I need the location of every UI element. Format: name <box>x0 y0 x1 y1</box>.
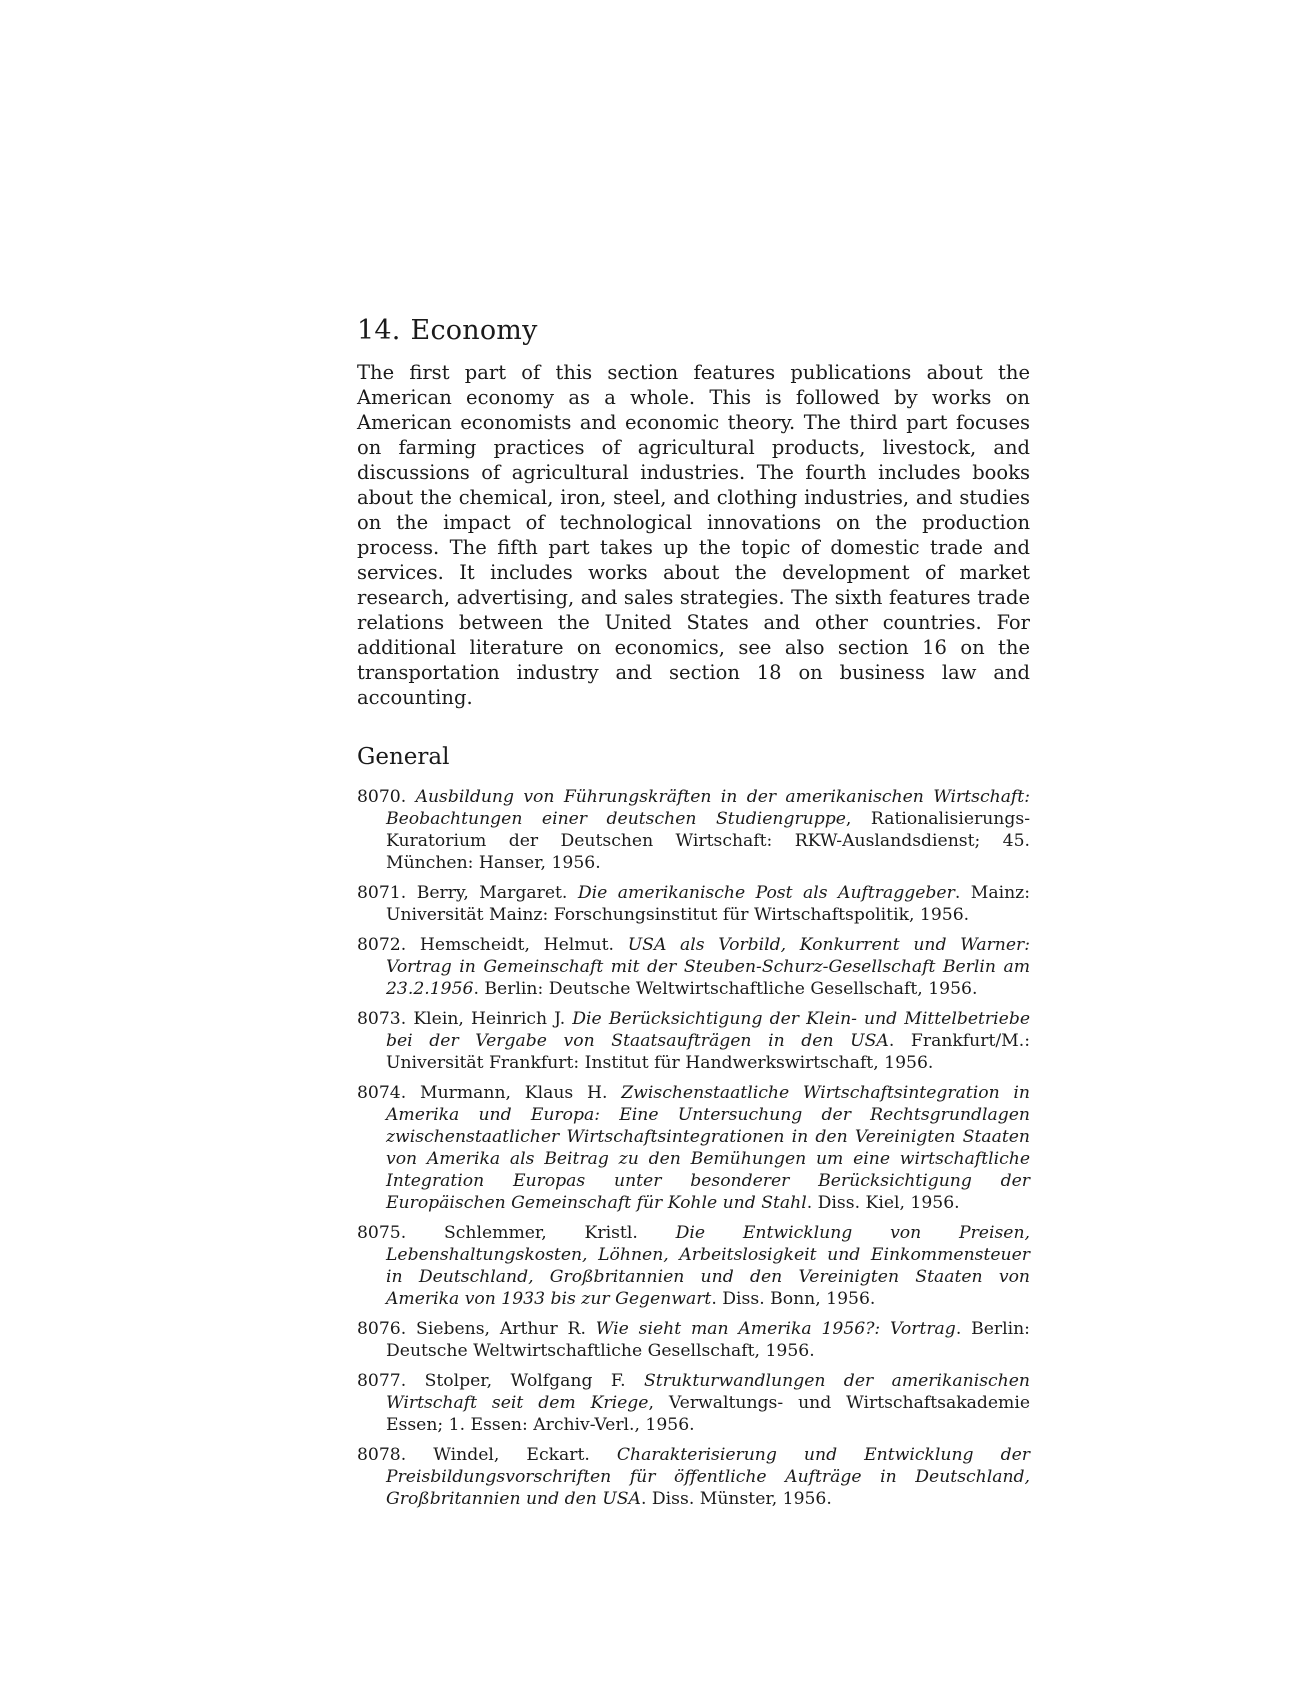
entry-number: 8074. <box>357 1083 407 1103</box>
bibliography-entry <box>357 786 1030 874</box>
entry-author: Windel, Eckart. <box>433 1445 590 1465</box>
entry-number: 8071. <box>357 883 407 903</box>
bibliography-entry <box>357 1082 1030 1214</box>
entry-author: Berry, Margaret. <box>416 883 568 903</box>
bibliography-entry <box>357 1008 1030 1074</box>
section-number: 14. <box>357 315 401 346</box>
entry-author: Hemscheidt, Helmut. <box>419 935 614 955</box>
entry-title: Strukturwandlungen der amerikanischen Wirtschaft seit dem Kriege <box>386 1371 1030 1413</box>
entry-publication: , Rationalisierungs-Kuratorium der Deutschen Wirtschaft: RKW-Auslandsdienst; 45. München: Hanser, 1956. <box>386 809 1030 873</box>
entry-number: 8073. <box>357 1009 407 1029</box>
entry-author: Murmann, Klaus H. <box>419 1083 608 1103</box>
entry-title: USA als Vorbild, Konkurrent und Warner: Vortrag in Gemeinschaft mit der Steuben-Schurz-Gesellschaft Berlin am 23.2.1956 <box>386 935 1031 999</box>
bibliography-list <box>357 786 1030 1510</box>
entry-author: Schlemmer, Kristl. <box>444 1223 638 1243</box>
bibliography-entry <box>357 1222 1030 1310</box>
bibliography-entry <box>357 1318 1030 1362</box>
entry-publication: . Berlin: Deutsche Weltwirtschaftliche Gesellschaft, 1956. <box>473 979 978 999</box>
entry-title: Charakterisierung und Entwicklung der Preisbildungsvorschriften für öffentliche Aufträge in Deutschland, Großbritannien und den USA <box>386 1445 1030 1509</box>
section-title: Economy <box>410 315 538 346</box>
entry-number: 8070. <box>357 787 407 807</box>
entry-publication: . Frankfurt/M.: Universität Frankfurt: Institut für Handwerkswirtschaft, 1956. <box>386 1031 1030 1073</box>
entry-number: 8076. <box>357 1319 407 1339</box>
entry-title: Wie sieht man Amerika 1956?: Vortrag <box>595 1319 956 1339</box>
entry-publication: . Diss. Bonn, 1956. <box>711 1289 876 1309</box>
entry-title: Die amerikanische Post als Auftraggeber <box>577 883 955 903</box>
entry-publication: , Verwaltungs- und Wirtschaftsakademie Essen; 1. Essen: Archiv-Verl., 1956. <box>386 1393 1030 1435</box>
page-content <box>357 312 1030 1518</box>
entry-publication: . Mainz: Universität Mainz: Forschungsinstitut für Wirtschaftspolitik, 1956. <box>386 883 1031 925</box>
entry-title: Die Berücksichtigung der Klein- und Mittelbetriebe bei der Vergabe von Staatsaufträgen in den USA <box>386 1009 1030 1051</box>
entry-number: 8077. <box>357 1371 407 1391</box>
entry-title: Zwischenstaatliche Wirtschaftsintegration in Amerika und Europa: Eine Untersuchung der Rechtsgrundlagen zwischenstaatlicher Wirtschaftsintegrationen in den Vereinigten Staaten von Amerika als Beitrag zu den Bemühungen um eine wirtschaftliche Integration Europas unter besonderer Berücksichtigung der Europäischen Gemeinschaft für Kohle und Stahl <box>386 1083 1030 1213</box>
entry-title: Die Entwicklung von Preisen, Lebenshaltungskosten, Löhnen, Arbeitslosigkeit und Einkommensteuer in Deutschland, Großbritannien und den Vereinigten Staaten von Amerika von 1933 bis zur Gegenwart <box>386 1223 1030 1309</box>
entry-author: Siebens, Arthur R. <box>416 1319 586 1339</box>
bibliography-entry <box>357 882 1030 926</box>
entry-author: Klein, Heinrich J. <box>413 1009 566 1029</box>
entry-number: 8078. <box>357 1445 407 1465</box>
bibliography-entry <box>357 934 1030 1000</box>
entry-number: 8075. <box>357 1223 407 1243</box>
entry-publication: . Diss. Münster, 1956. <box>640 1489 832 1509</box>
bibliography-entry <box>357 1444 1030 1510</box>
entry-author: Stolper, Wolfgang F. <box>424 1371 626 1391</box>
entry-number: 8072. <box>357 935 407 955</box>
subsection-heading: General <box>357 744 450 770</box>
entry-publication: . Diss. Kiel, 1956. <box>806 1193 960 1213</box>
bibliography-entry <box>357 1370 1030 1436</box>
section-heading <box>357 312 1030 350</box>
entry-publication: . Berlin: Deutsche Weltwirtschaftliche Gesellschaft, 1956. <box>386 1319 1030 1361</box>
section-intro: The first part of this section features publications about the American economy as a whole. This is followed by works on American economists and economic theory. The third part focuses on farming practices of agricultural products, livestock, and discussions of agricultural industries. The fourth includes books about the chemical, iron, steel, and clothing industries, and studies on the impact of technological innovations on the production process. The fifth part takes up the topic of domestic trade and services. It includes works about the development of market research, advertising, and sales strategies. The sixth features trade relations between the United States and other countries. For additional literature on economics, see also section 16 on the transportation industry and section 18 on business law and accounting. <box>357 361 1030 709</box>
entry-title: Ausbildung von Führungskräften in der amerikanischen Wirtschaft: Beobachtungen einer deutschen Studiengruppe <box>386 787 1030 829</box>
